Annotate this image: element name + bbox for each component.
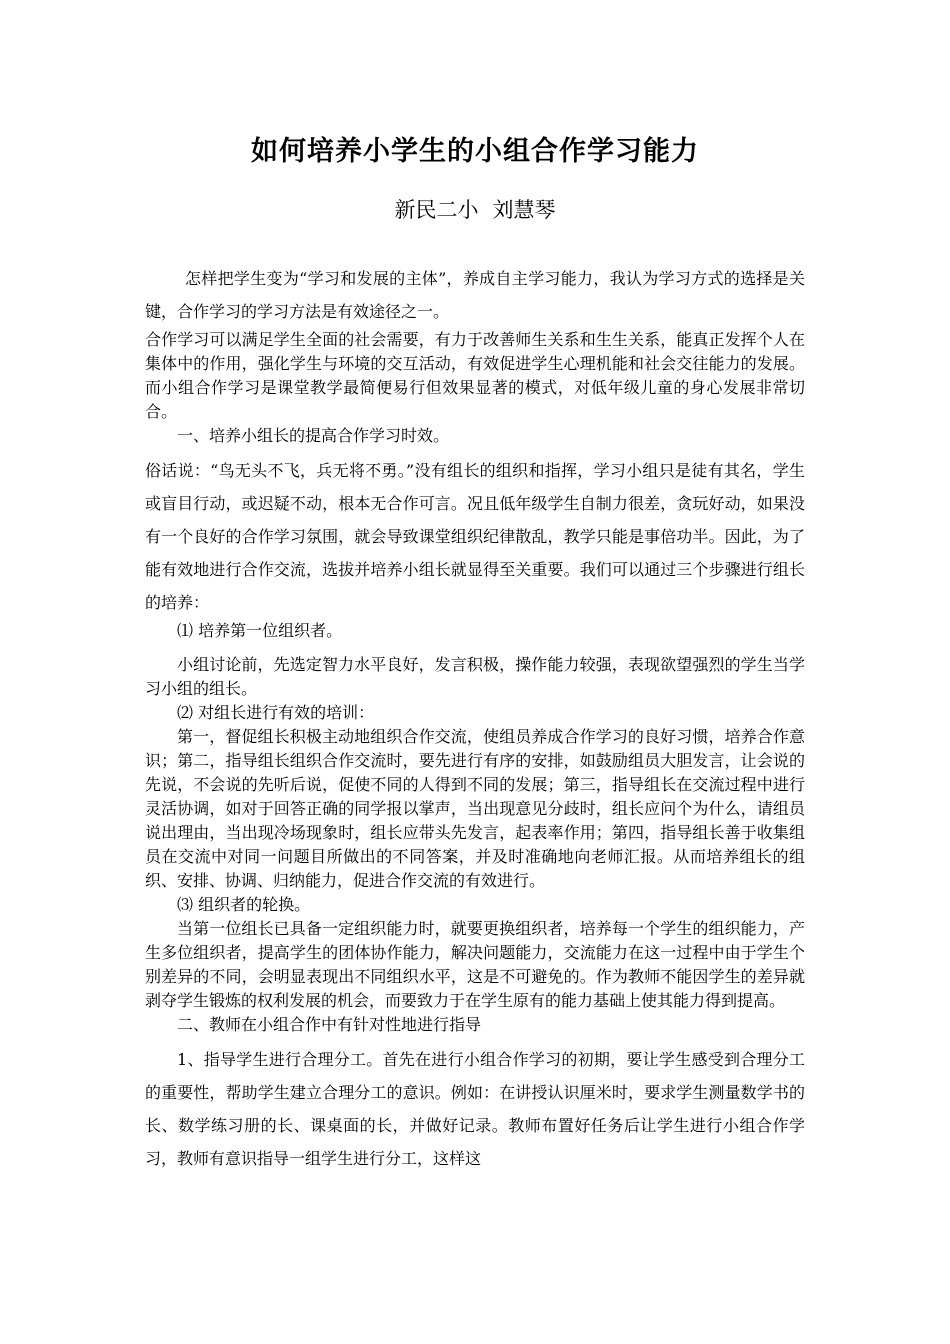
- document-title: 如何培养小学生的小组合作学习能力: [251, 136, 699, 167]
- author-line: [145, 193, 805, 227]
- section-heading-1: 一、培养小组长的提高合作学习时效。: [177, 426, 450, 445]
- step-heading-3: ⑶ 组织者的轮换。: [177, 895, 311, 914]
- step-heading-1: ⑴ 培养第一位组织者。: [177, 621, 343, 640]
- paragraph-proverb: 俗话说：“鸟无头不飞，兵无将不勇。”没有组长的组织和指挥，学习小组只是徒有其名，学生或盲目行动，或迟疑不动，根本无合作可言。况且低年级学生自制力很差，贪玩好动，如果没有一个良好的合作学习氛围，就会导致课堂组织纪律散乱，教学只能是事倍功半。因此，为了能有效地进行合作交流，选拔并培养小组长就显得至关重要。我们可以通过三个步骤进行组长的培养：: [145, 461, 805, 612]
- paragraph-division-of-labor: 1、指导学生进行合理分工。首先在进行小组合作学习的初期，要让学生感受到合理分工的重要性，帮助学生建立合理分工的意识。例如：在讲授认识厘米时，要求学生测量数学书的长、数学练习册的长、课桌面的长，并做好记录。教师布置好任务后让学生进行小组合作学习，教师有意识指导一组学生进行分工，这样这: [145, 1050, 805, 1168]
- step-heading-2: ⑵ 对组长进行有效的培训：: [177, 703, 375, 722]
- paragraph-step-1: 小组讨论前，先选定智力水平良好，发言积极，操作能力较强，表现欲望强烈的学生当学习小组的组长。: [145, 655, 805, 698]
- document-page: [145, 0, 805, 1344]
- author-name: 刘慧琴: [492, 198, 556, 222]
- author-school: 新民二小: [394, 198, 479, 222]
- paragraph-intro: 怎样把学生变为“学习和发展的主体”，养成自主学习能力，我认为学习方式的选择是关键，合作学习的学习方法是有效途径之一。: [145, 269, 805, 321]
- paragraph-cooperative-learning: 合作学习可以满足学生全面的社会需要，有力于改善师生关系和生生关系，能真正发挥个人在集体中的作用，强化学生与环境的交互活动，有效促进学生心理机能和社会交往能力的发展。而小组合作学习是课堂教学最简便易行但效果显著的模式，对低年级儿童的身心发展非常切合。: [145, 330, 805, 421]
- document-body: [145, 262, 805, 1175]
- paragraph-step-3: 当第一位组长已具备一定组织能力时，就要更换组织者，培养每一个学生的组织能力，产生多位组织者，提高学生的团体协作能力，解决问题能力，交流能力在这一过程中由于学生个别差异的不同，会明显表现出不同组织水平，这是不可避免的。作为教师不能因学生的差异就剥夺学生锻炼的权利发展的机会，而要致力于在学生原有的能力基础上使其能力得到提高。: [145, 919, 805, 1010]
- paragraph-step-2: 第一，督促组长积极主动地组织合作交流，使组员养成合作学习的良好习惯，培养合作意识；第二，指导组长组织合作交流时，要先进行有序的安排，如鼓励组员大胆发言，让会说的先说，不会说的先听后说，促使不同的人得到不同的发展；第三，指导组长在交流过程中进行灵活协调，如对于回答正确的同学报以掌声，当出现意见分歧时，组长应问个为什么，请组员说出理由，当出现冷场现象时，组长应带头先发言，起表率作用；第四，指导组长善于收集组员在交流中对同一问题目所做出的不同答案，并及时准确地向老师汇报。从而培养组长的组织、安排、协调、归纳能力，促进合作交流的有效进行。: [145, 727, 805, 890]
- section-heading-2: 二、教师在小组合作中有针对性地进行指导: [177, 1015, 482, 1034]
